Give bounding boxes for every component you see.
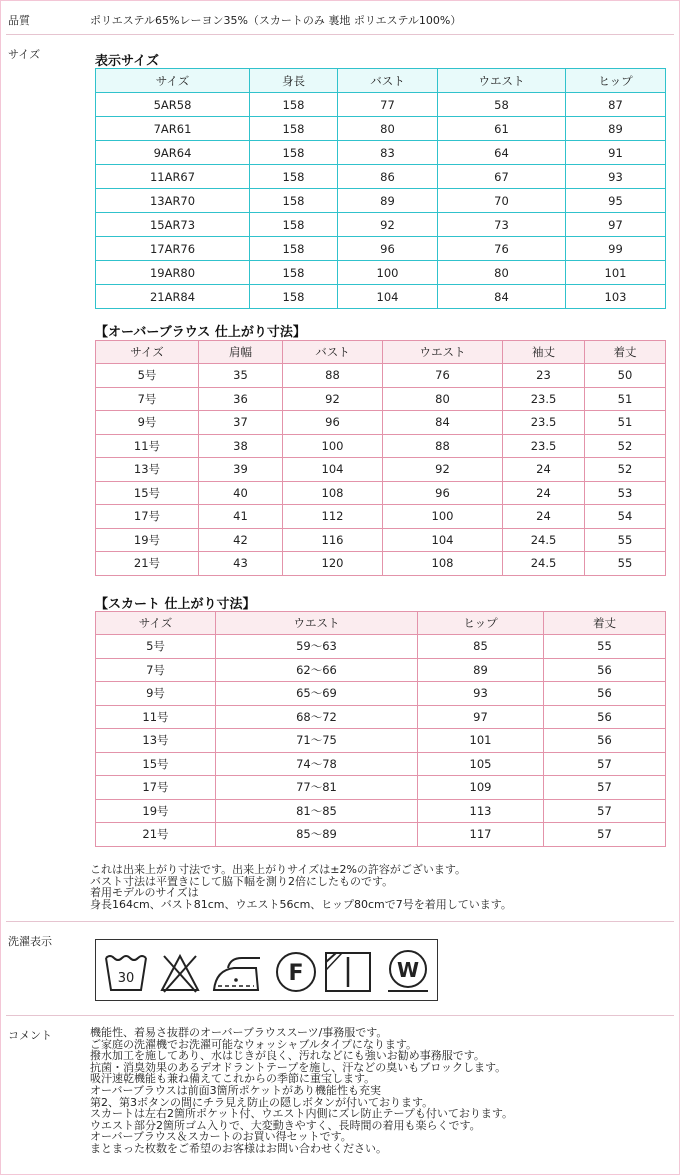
table-cell: 70 <box>438 189 566 213</box>
table-cell: 55 <box>544 635 666 659</box>
table-cell: 100 <box>283 434 383 458</box>
table-cell: 77 <box>338 93 438 117</box>
table-cell: 17AR76 <box>96 237 250 261</box>
table-cell: 93 <box>418 682 544 706</box>
wash-temp: 30 <box>117 971 135 986</box>
table-cell: 65～69 <box>216 682 418 706</box>
note-line: これは出来上がり寸法です。出来上がりサイズは±2%の許容がございます。 <box>90 863 467 876</box>
wet-clean-letter: W <box>396 958 420 982</box>
table-cell: 21号 <box>96 552 199 576</box>
table-cell: 56 <box>544 682 666 706</box>
table-cell: 9号 <box>96 411 199 435</box>
comment-line: 吸汗速乾機能も兼ね備えてこれからの季節に重宝します。 <box>90 1072 376 1086</box>
table-cell: 108 <box>383 552 503 576</box>
table-cell: 158 <box>250 261 338 285</box>
header-cell: ウエスト <box>383 341 503 364</box>
table-cell: 100 <box>338 261 438 285</box>
table-cell: 50 <box>585 364 666 388</box>
table-cell: 89 <box>338 189 438 213</box>
table-cell: 84 <box>383 411 503 435</box>
table-row <box>96 411 666 435</box>
table-cell: 77～81 <box>216 776 418 800</box>
table-cell: 24 <box>503 505 585 529</box>
table-cell: 9号 <box>96 682 216 706</box>
table-cell: 100 <box>383 505 503 529</box>
header-cell: 身長 <box>250 69 338 93</box>
table-cell: 104 <box>383 528 503 552</box>
table-cell: 68～72 <box>216 705 418 729</box>
table-cell: 158 <box>250 237 338 261</box>
table-cell: 89 <box>418 658 544 682</box>
table-cell: 88 <box>383 434 503 458</box>
iron-low-icon <box>214 958 260 990</box>
table-cell: 11号 <box>96 434 199 458</box>
blouse-size-table <box>95 340 666 576</box>
comment-line: 撥水加工を施してあり、水はじきが良く、汚れなどにも強いお勧め事務服です。 <box>90 1049 485 1063</box>
table-cell: 5号 <box>96 364 199 388</box>
table-cell: 37 <box>199 411 283 435</box>
table-cell: 24 <box>503 458 585 482</box>
table-cell: 17号 <box>96 505 199 529</box>
note-line: 身長164cm、バスト81cm、ウエスト56cm、ヒップ80cmで7号を着用しています。 <box>90 897 512 911</box>
table-cell: 57 <box>544 776 666 800</box>
comment-line: スカートは左右2箇所ポケット付、ウエスト内側にズレ防止テープも付いております。 <box>90 1107 514 1121</box>
table-cell: 101 <box>418 729 544 753</box>
table-cell: 19AR80 <box>96 261 250 285</box>
table-cell: 56 <box>544 729 666 753</box>
table-cell: 36 <box>199 387 283 411</box>
table-cell: 58 <box>438 93 566 117</box>
comment-label: コメント <box>8 1029 52 1042</box>
table-cell: 15AR73 <box>96 213 250 237</box>
note-line: バスト寸法は平置きにして脇下幅を測り2倍にしたものです。 <box>90 874 394 888</box>
table-cell: 158 <box>250 117 338 141</box>
comment-line: まとまった枚数をご希望のお客様はお問い合わせください。 <box>90 1141 387 1155</box>
care-symbols-box <box>95 939 438 1001</box>
blouse-size-body <box>96 364 666 576</box>
header-cell: バスト <box>283 341 383 364</box>
table-header-row <box>96 612 666 635</box>
table-cell: 57 <box>544 799 666 823</box>
table-cell: 53 <box>585 481 666 505</box>
table-row <box>96 776 666 800</box>
table-cell: 71～75 <box>216 729 418 753</box>
table-cell: 13号 <box>96 458 199 482</box>
table-cell: 51 <box>585 387 666 411</box>
wash-30-icon <box>106 956 146 990</box>
table-cell: 120 <box>283 552 383 576</box>
table-cell: 62～66 <box>216 658 418 682</box>
table-cell: 158 <box>250 189 338 213</box>
care-label: 洗濯表示 <box>8 935 52 948</box>
size-label: サイズ <box>8 48 41 61</box>
table-cell: 40 <box>199 481 283 505</box>
table-cell: 64 <box>438 141 566 165</box>
table-cell: 39 <box>199 458 283 482</box>
table-cell: 89 <box>566 117 666 141</box>
blouse-size-title: 【オーバーブラウス 仕上がり寸法】 <box>95 325 306 340</box>
table-row <box>96 552 666 576</box>
skirt-size-body <box>96 635 666 847</box>
table-cell: 81～85 <box>216 799 418 823</box>
header-cell: バスト <box>338 69 438 93</box>
table-cell: 67 <box>438 165 566 189</box>
table-cell: 23.5 <box>503 387 585 411</box>
header-cell: 着丈 <box>544 612 666 635</box>
table-cell: 76 <box>438 237 566 261</box>
table-cell: 24.5 <box>503 552 585 576</box>
table-cell: 117 <box>418 823 544 847</box>
table-cell: 91 <box>566 141 666 165</box>
comment-line: 機能性、着易さ抜群のオーバーブラウススーツ/事務服です。 <box>90 1026 388 1039</box>
table-cell: 35 <box>199 364 283 388</box>
table-cell: 74～78 <box>216 752 418 776</box>
table-cell: 23.5 <box>503 411 585 435</box>
table-row <box>96 189 666 213</box>
comment-text <box>90 1027 513 1155</box>
table-cell: 57 <box>544 823 666 847</box>
table-cell: 80 <box>438 261 566 285</box>
skirt-size-title: 【スカート 仕上がり寸法】 <box>95 597 256 612</box>
table-cell: 84 <box>438 285 566 309</box>
table-cell: 52 <box>585 458 666 482</box>
table-cell: 85 <box>418 635 544 659</box>
table-cell: 9AR64 <box>96 141 250 165</box>
table-row <box>96 799 666 823</box>
wet-clean-w-icon <box>388 951 428 991</box>
material-text: ポリエステル65%レーヨン35%（スカートのみ 裏地 ポリエステル100%） <box>90 14 462 27</box>
header-cell: サイズ <box>96 341 199 364</box>
display-size-body <box>96 93 666 309</box>
table-row <box>96 213 666 237</box>
table-cell: 51 <box>585 411 666 435</box>
table-row <box>96 658 666 682</box>
table-cell: 54 <box>585 505 666 529</box>
table-cell: 104 <box>283 458 383 482</box>
table-row <box>96 752 666 776</box>
table-cell: 13AR70 <box>96 189 250 213</box>
table-cell: 11号 <box>96 705 216 729</box>
table-row <box>96 635 666 659</box>
table-row <box>96 261 666 285</box>
table-cell: 41 <box>199 505 283 529</box>
table-cell: 19号 <box>96 528 199 552</box>
table-cell: 86 <box>338 165 438 189</box>
table-row <box>96 682 666 706</box>
table-cell: 113 <box>418 799 544 823</box>
table-cell: 101 <box>566 261 666 285</box>
header-cell: 着丈 <box>585 341 666 364</box>
table-cell: 80 <box>383 387 503 411</box>
table-cell: 56 <box>544 705 666 729</box>
table-cell: 15号 <box>96 752 216 776</box>
table-cell: 92 <box>283 387 383 411</box>
comment-line: ウエスト部分2箇所ゴム入りで、大変動きやすく、長時間の着用も楽らくです。 <box>90 1118 481 1132</box>
table-cell: 92 <box>383 458 503 482</box>
table-row <box>96 528 666 552</box>
table-cell: 80 <box>338 117 438 141</box>
table-row <box>96 237 666 261</box>
table-cell: 76 <box>383 364 503 388</box>
comment-line: ご家庭の洗濯機でお洗濯可能なウォッシャブルタイプになります。 <box>90 1037 418 1051</box>
header-cell: ヒップ <box>566 69 666 93</box>
table-row <box>96 93 666 117</box>
table-cell: 109 <box>418 776 544 800</box>
separator <box>6 1015 674 1016</box>
separator <box>6 34 674 35</box>
table-cell: 83 <box>338 141 438 165</box>
table-cell: 105 <box>418 752 544 776</box>
table-cell: 56 <box>544 658 666 682</box>
table-row <box>96 434 666 458</box>
table-cell: 85～89 <box>216 823 418 847</box>
table-cell: 5号 <box>96 635 216 659</box>
table-cell: 5AR58 <box>96 93 250 117</box>
table-cell: 23.5 <box>503 434 585 458</box>
table-cell: 158 <box>250 93 338 117</box>
table-cell: 59～63 <box>216 635 418 659</box>
table-cell: 92 <box>338 213 438 237</box>
table-cell: 21AR84 <box>96 285 250 309</box>
table-cell: 97 <box>566 213 666 237</box>
table-cell: 87 <box>566 93 666 117</box>
table-cell: 55 <box>585 528 666 552</box>
table-cell: 158 <box>250 165 338 189</box>
table-cell: 99 <box>566 237 666 261</box>
table-cell: 96 <box>338 237 438 261</box>
dry-clean-letter: F <box>288 961 304 986</box>
table-cell: 158 <box>250 141 338 165</box>
header-cell: 袖丈 <box>503 341 585 364</box>
note-line: 着用モデルのサイズは <box>90 886 199 899</box>
table-row <box>96 729 666 753</box>
table-cell: 93 <box>566 165 666 189</box>
table-cell: 97 <box>418 705 544 729</box>
table-row <box>96 165 666 189</box>
dry-clean-f-icon <box>277 953 315 991</box>
table-cell: 11AR67 <box>96 165 250 189</box>
table-cell: 7号 <box>96 658 216 682</box>
table-cell: 21号 <box>96 823 216 847</box>
material-label: 品質 <box>8 14 30 27</box>
header-cell: サイズ <box>96 612 216 635</box>
table-cell: 24.5 <box>503 528 585 552</box>
header-cell: 肩幅 <box>199 341 283 364</box>
display-size-title: 表示サイズ <box>95 54 159 69</box>
table-header-row <box>96 69 666 93</box>
table-cell: 116 <box>283 528 383 552</box>
table-cell: 17号 <box>96 776 216 800</box>
table-header-row <box>96 341 666 364</box>
comment-line: 抗菌・消臭効果のあるデオドラントテープを施し、汗などの臭いもブロックします。 <box>90 1060 507 1074</box>
table-cell: 55 <box>585 552 666 576</box>
table-row <box>96 364 666 388</box>
comment-line: 第2、第3ボタンの間にチラ見え防止の隠しボタンが付いております。 <box>90 1095 434 1109</box>
table-cell: 104 <box>338 285 438 309</box>
table-cell: 73 <box>438 213 566 237</box>
table-cell: 7AR61 <box>96 117 250 141</box>
table-cell: 88 <box>283 364 383 388</box>
separator <box>6 921 674 922</box>
no-bleach-icon <box>162 956 198 992</box>
table-cell: 38 <box>199 434 283 458</box>
table-cell: 96 <box>283 411 383 435</box>
table-row <box>96 117 666 141</box>
table-row <box>96 141 666 165</box>
table-cell: 112 <box>283 505 383 529</box>
comment-line: オーバーブラウスは前面3箇所ポケットがあり機能性も充実 <box>90 1083 382 1097</box>
table-cell: 95 <box>566 189 666 213</box>
table-cell: 15号 <box>96 481 199 505</box>
table-cell: 108 <box>283 481 383 505</box>
table-cell: 57 <box>544 752 666 776</box>
table-cell: 43 <box>199 552 283 576</box>
table-row <box>96 481 666 505</box>
table-row <box>96 458 666 482</box>
table-cell: 19号 <box>96 799 216 823</box>
line-dry-shade-icon <box>326 953 370 991</box>
table-row <box>96 285 666 309</box>
size-notes <box>90 864 512 910</box>
table-row <box>96 387 666 411</box>
table-row <box>96 705 666 729</box>
table-row <box>96 505 666 529</box>
header-cell: ウエスト <box>438 69 566 93</box>
table-row <box>96 823 666 847</box>
table-cell: 52 <box>585 434 666 458</box>
table-cell: 158 <box>250 285 338 309</box>
table-cell: 23 <box>503 364 585 388</box>
table-cell: 61 <box>438 117 566 141</box>
table-cell: 103 <box>566 285 666 309</box>
table-cell: 42 <box>199 528 283 552</box>
header-cell: ヒップ <box>418 612 544 635</box>
table-cell: 7号 <box>96 387 199 411</box>
table-cell: 96 <box>383 481 503 505</box>
header-cell: ウエスト <box>216 612 418 635</box>
table-cell: 13号 <box>96 729 216 753</box>
skirt-size-table <box>95 611 666 847</box>
care-symbols <box>96 940 439 1002</box>
table-cell: 24 <box>503 481 585 505</box>
comment-line: オーバーブラウス＆スカートのお買い得セットです。 <box>90 1130 352 1144</box>
table-cell: 158 <box>250 213 338 237</box>
display-size-table <box>95 68 666 309</box>
header-cell: サイズ <box>96 69 250 93</box>
